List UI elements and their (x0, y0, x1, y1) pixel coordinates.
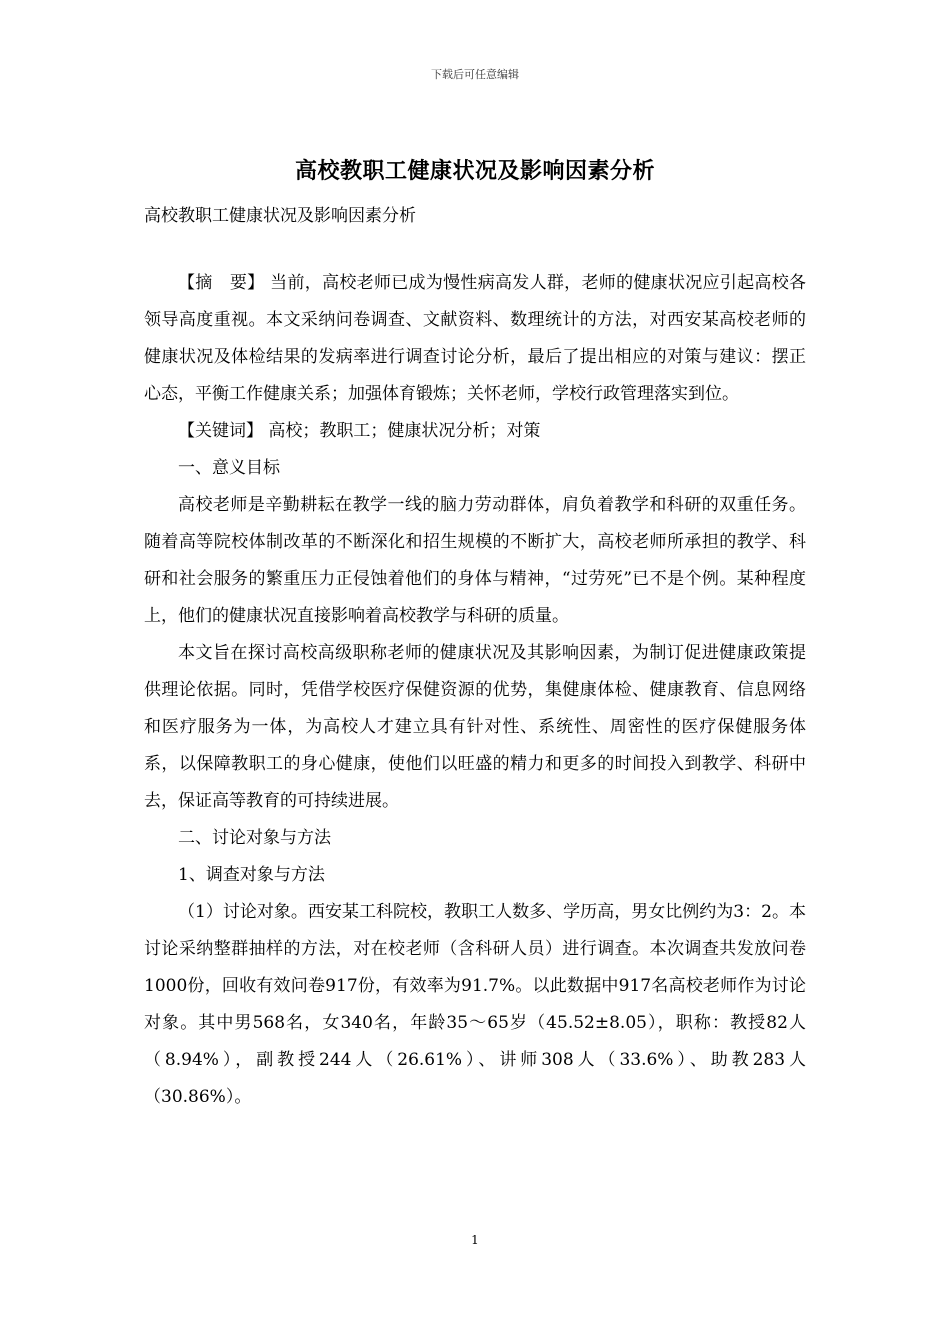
keywords-paragraph (144, 413, 806, 450)
abstract-text: 当前，高校老师已成为慢性病高发人群，老师的健康状况应引起高校各领导高度重视。本文采纳问卷调查、文献资料、数理统计的方法，对西安某高校老师的健康状况及体检结果的发病率进行调查讨论分析，最后了提出相应的对策与建议：摆正心态，平衡工作健康关系；加强体育锻炼；关怀老师，学校行政管理落实到位。 (144, 273, 807, 404)
document-title: 高校教职工健康状况及影响因素分析 (294, 158, 655, 184)
section-1-heading: 一、意义目标 (178, 458, 280, 478)
section-2-paragraph-1: （1）讨论对象。西安某工科院校，教职工人数多、学历高，男女比例约为3：2。本讨论采纳整群抽样的方法，对在校老师（含科研人员）进行调查。本次调查共发放问卷1000份，回收有效问卷917份，有效率为91.7%。以此数据中917名高校老师作为讨论对象。其中男568名，女340名，年龄35～65岁（45.52±8.05），职称：教授82人（8.94%），副教授244人（26.61%）、讲师308人（33.6%）、助教283人（30.86%）。 (144, 902, 806, 1107)
section-1-paragraph-2: 本文旨在探讨高校高级职称老师的健康状况及其影响因素，为制订促进健康政策提供理论依据。同时，凭借学校医疗保健资源的优势，集健康体检、健康教育、信息网络和医疗服务为一体，为高校人才建立具有针对性、系统性、周密性的医疗保健服务体系，以保障教职工的身心健康，使他们以旺盛的精力和更多的时间投入到教学、科研中去，保证高等教育的可持续进展。 (144, 643, 806, 811)
page-number: 1 (471, 1233, 479, 1247)
keywords-label: 【关键词】 (178, 421, 263, 441)
document-subtitle: 高校教职工健康状况及影响因素分析 (144, 206, 416, 226)
keywords-text: 高校；教职工；健康状况分析；对策 (263, 421, 541, 441)
abstract-label: 【摘 要】 (178, 273, 265, 293)
abstract-paragraph (144, 265, 806, 413)
header-note: 下载后可任意编辑 (431, 68, 519, 81)
document-body (144, 265, 806, 1116)
section-2-subheading-1: 1、调查对象与方法 (178, 865, 325, 885)
section-1-paragraph-1: 高校老师是辛勤耕耘在教学一线的脑力劳动群体，肩负着教学和科研的双重任务。随着高等院校体制改革的不断深化和招生规模的不断扩大，高校老师所承担的教学、科研和社会服务的繁重压力正侵蚀着他们的身体与精神，“过劳死”已不是个例。某种程度上，他们的健康状况直接影响着高校教学与科研的质量。 (144, 495, 806, 626)
section-2-heading: 二、讨论对象与方法 (178, 828, 331, 848)
